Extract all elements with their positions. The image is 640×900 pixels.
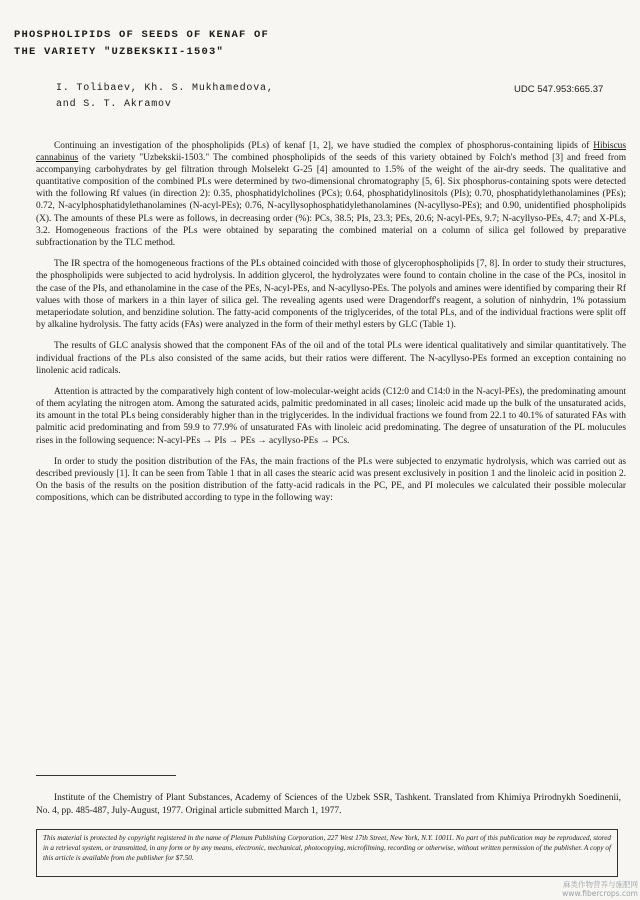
species-name: cannabinus (36, 153, 79, 164)
authors-line-2: and S. T. Akramov (56, 99, 172, 110)
genus-name: Hibiscus (593, 141, 626, 151)
paragraph-2: The IR spectra of the homogeneous fractions of the PLs obtained coincided with those of glycerophospholipids [7, 8]. In order to study their structures, the phospholipids were subjected to acid hydrolysis. In addition glycerol, the hydrolyzates were found to contain choline in the case of the PCs, inositol in the case of the PIs, and ethanolamine in the case of the PEs, N-acyl-PEs, and N-acyllyso-PEs. The polyols and amines were identified by comparing their Rf values with those of markers in a thin layer of silica gel. The revealing agents used were Dragendorff's reagent, a solution of ninhydrin, 1% potassium metaperiodate solution, and benzidine solution. The fatty-acid components of the triglycerides, of the total PLs, and of the individual fractions were split off by alkaline hydrolysis. The fatty acids (FAs) were analyzed in the form of their methyl esters by GLC (Table 1). (36, 259, 626, 330)
copyright-notice: This material is protected by copyright registered in the name of Plenum Publishing Corporation, 227 West 17th Street, New York, N.Y. 10011. No part of this publication may be reproduced, stored in a retrieval system, or transmitted, in any form or by any means, electronic, mechanical, photocopying, microfilming, recording or otherwise, without written permission of the publisher. A copy of this article is available from the publisher for $7.50. (36, 829, 618, 877)
paragraph-1: Continuing an investigation of the phospholipids (PLs) of kenaf [1, 2], we have studied the complex of phosphorus-containing lipids of Hibiscus cannabinus of the variety "Uzbekskii-1503." The combined phospholipids of the seeds of this variety obtained by Folch's method [3] and freed from accompanying carbohydrates by gel filtration through Molselekt G-25 [4] amounted to 1.5% of the weight of the air-dry seeds. The qualitative and quantitative composition of the combined PLs were determined by two-dimensional chromatography [5, 6]. Six phosphorus-containing spots were detected with the following Rf values (in direction 2): 0.35, phosphatidylcholines (PCs); 0.64, phosphatidylinositols (PIs); 0.70, phosphatidylethanolamines (PEs); 0.72, N-acylphosphatidylethanolamines (N-acyl-PEs); 0.76, N-acyllysophosphatidylethanolamines (N-acyllyso-PEs); and 0.90, unidentified phospholipids (X). The amounts of these PLs were as follows, in decreasing order (%): PCs, 38.5; PIs, 23.3; PEs, 20.6; N-acyl-PEs, 9.7; N-acyllyso-PEs, 4.7; and X-PLs, 3.2. Homogeneous fractions of the PLs were obtained by separating the combined material on a column of silica gel followed by preparative subfractionation by the TLC method. (36, 141, 626, 248)
authors (56, 81, 356, 113)
site-watermark: 麻类作物营养与施肥网 www.fibercrops.com (562, 880, 638, 898)
title-line-2: THE VARIETY "UZBEKSKII-1503" (14, 46, 225, 58)
title-line-1: PHOSPHOLIPIDS OF SEEDS OF KENAF OF (14, 29, 270, 41)
paragraph-5: In order to study the position distribution of the FAs, the main fractions of the PLs were subjected to enzymatic hydrolysis, which was carried out as described previously [1]. It can be seen from Table 1 that in all cases the stearic acid was present exclusively in position 1 and the linoleic acid in position 2. On the basis of the results on the position distribution of the fatty-acid radicals in the PC, PE, and PI molecules we calculated their possible molecular compositions, which can be distributed according to type in the following way: (36, 457, 626, 504)
udc-code: UDC 547.953:665.37 (514, 84, 604, 95)
authors-line-1: I. Tolibaev, Kh. S. Mukhamedova, (56, 83, 274, 94)
affiliation-footnote: Institute of the Chemistry of Plant Substances, Academy of Sciences of the Uzbek SSR, Tashkent. Translated from Khimiya Prirodnykh Soedinenii, No. 4, pp. 485-487, July-August, 1977. Original article submitted March 1, 1977. (36, 793, 621, 816)
article-title (14, 27, 374, 61)
paragraph-3: The results of GLC analysis showed that the component FAs of the oil and of the total PLs were identical qualitatively and similar quantitatively. The individual fractions of the PLs also consisted of the same acids, but their ratios were different. The N-acyllyso-PEs formed an exception containing no linolenic acid radicals. (36, 341, 626, 376)
article-body (36, 140, 626, 514)
footnote-rule (36, 775, 176, 776)
paragraph-4: Attention is attracted by the comparatively high content of low-molecular-weight acids (C12:0 and C14:0 in the N-acyl-PEs), the predominating amount of them acylating the nitrogen atom. Among the saturated acids, palmitic predominated in all cases; linoleic acid made up the bulk of the unsaturated acids, its amount in the total PLs being considerably higher than in the triglycerides. In the individual fractions we found from 22.1 to 40.1% of saturated FAs with palmitic acid predominating and from 59.9 to 77.9% of unsaturated FAs with linoleic acid predominating. The degree of unsaturation of the PL molucules rises in the following sequence: N-acyl-PEs → PIs → PEs → acyllyso-PEs → PCs. (36, 387, 626, 446)
